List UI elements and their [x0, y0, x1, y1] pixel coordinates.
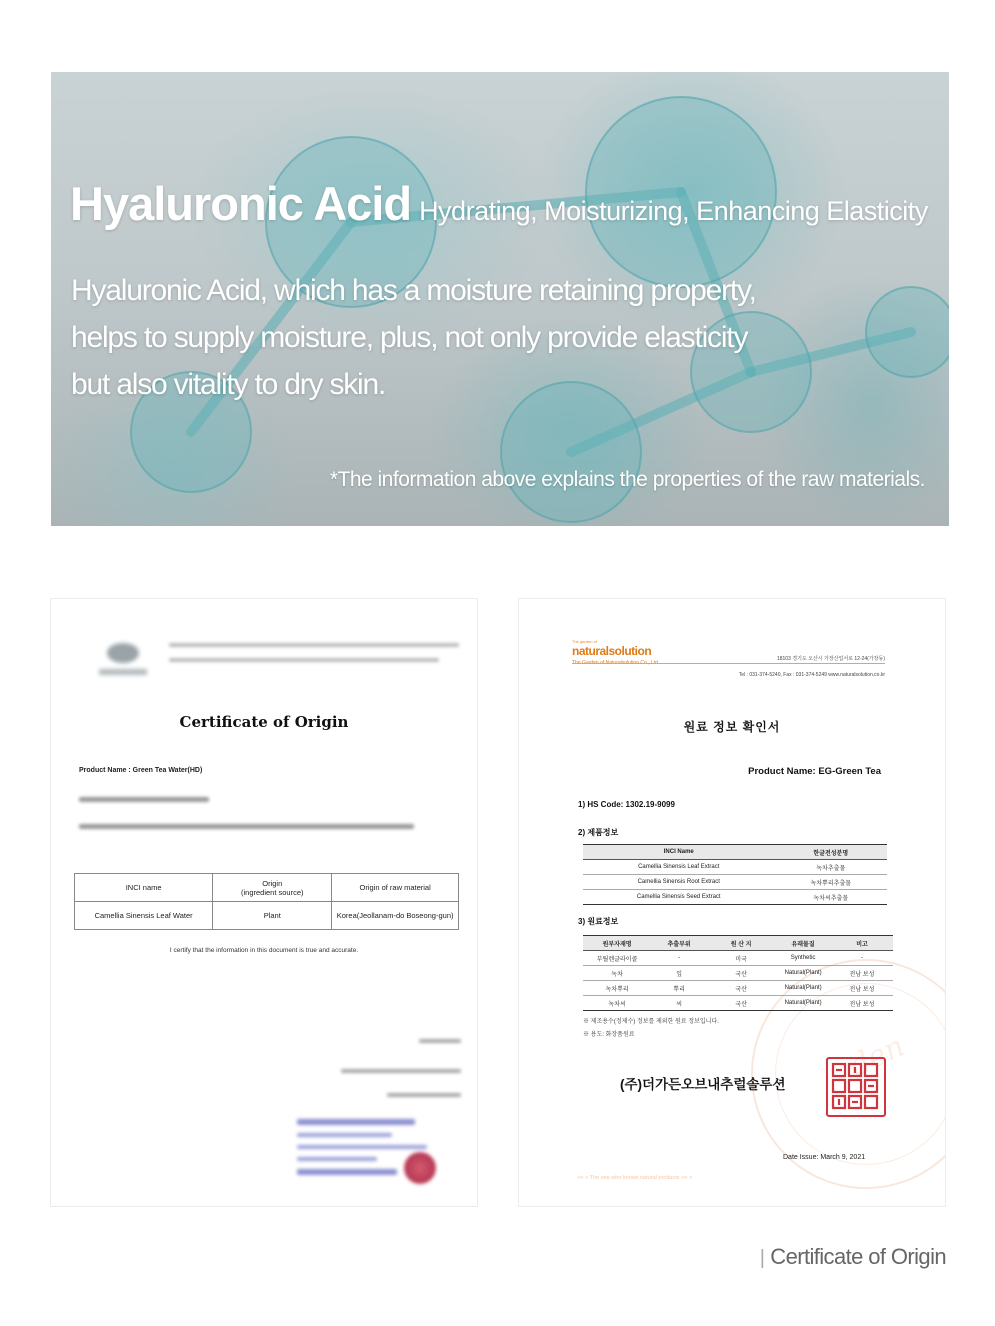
table-header: Origin of raw material — [332, 874, 459, 902]
table-cell: 국산 — [707, 996, 775, 1011]
table-cell: Camellia Sinensis Root Extract — [583, 875, 775, 890]
company-address: 18103 경기도 오산시 가장산업서로 12-24(가장동) — [776, 656, 885, 662]
table-cell: 녹차뿌리추출물 — [775, 875, 887, 890]
table-cell: 부틸렌글라이콜 — [583, 951, 651, 966]
table-header-row — [75, 874, 459, 902]
blurred-address-line — [79, 824, 414, 829]
letterhead-blurred — [169, 643, 459, 673]
table-row — [75, 902, 459, 930]
brand-name: naturalsolution — [572, 644, 652, 658]
table-cell: 전남 보성 — [831, 966, 893, 981]
product-name: Product Name : Green Tea Water(HD) — [79, 767, 203, 774]
blurred-manufacturer-line — [79, 797, 209, 802]
table-header: INCI Name — [583, 845, 775, 860]
table-header-row — [583, 936, 893, 951]
hero-description-line: but also vitality to dry skin. — [71, 368, 386, 401]
table-header: 원부자재명 — [583, 936, 651, 951]
table-row — [583, 981, 893, 996]
hero-description — [71, 267, 851, 408]
brand-logo — [572, 639, 658, 666]
table-cell: Natural(Plant) — [775, 966, 831, 981]
table-cell: 잎 — [651, 966, 707, 981]
header-divider — [572, 663, 885, 664]
hero-description-line: Hyaluronic Acid, which has a moisture retaining property, — [71, 274, 756, 307]
table-cell: 녹차씨 — [583, 996, 651, 1011]
document-title: 원료 정보 확인서 — [683, 720, 781, 734]
table-cell: - — [831, 951, 893, 966]
section-caption — [760, 1244, 946, 1270]
table-row — [583, 951, 893, 966]
company-logo — [93, 639, 153, 681]
product-name: Product Name: EG-Green Tea — [748, 766, 881, 777]
table-header-row — [583, 845, 887, 860]
table-cell: Camellia Sinensis Leaf Extract — [583, 860, 775, 875]
hero-disclaimer: *The information above explains the properties of the raw materials. — [329, 468, 925, 491]
table-cell: 씨 — [651, 996, 707, 1011]
caption-separator: | — [759, 1247, 765, 1269]
table-row — [583, 875, 887, 890]
note-usage: ※ 용도: 화장품원료 — [583, 1032, 635, 1038]
company-address-block — [739, 651, 885, 683]
date-issue: Date Issue: March 9, 2021 — [783, 1154, 866, 1161]
certificate-title: Certificate of Origin — [179, 713, 349, 731]
origin-table — [74, 873, 459, 930]
hero-subtitle: Hydrating, Moisturizing, Enhancing Elasticity — [419, 196, 928, 226]
table-header: 한글전성분명 — [775, 845, 887, 860]
note-water-excluded: ※ 제조용수(정제수) 정보를 제외한 원료 정보입니다. — [583, 1019, 719, 1025]
table-cell: 녹차씨추출물 — [775, 890, 887, 905]
table-row — [583, 890, 887, 905]
caption-text: Certificate of Origin — [770, 1244, 946, 1269]
table-cell: Camellia Sinensis Seed Extract — [583, 890, 775, 905]
table-cell: - — [651, 951, 707, 966]
table-cell: 녹차뿌리 — [583, 981, 651, 996]
company-seal-stamp — [826, 1057, 886, 1117]
table-row — [583, 860, 887, 875]
table-cell: Natural(Plant) — [775, 981, 831, 996]
section-product-info: 2) 제품정보 — [578, 828, 619, 837]
hero-description-line: helps to supply moisture, plus, not only provide elasticity — [71, 321, 748, 354]
seal-pattern-icon — [828, 1059, 883, 1114]
hero-title: Hyaluronic Acid — [70, 177, 412, 230]
raw-material-table — [583, 935, 893, 1011]
table-cell: Camellia Sinensis Leaf Water — [75, 902, 213, 930]
table-cell: 전남 보성 — [831, 981, 893, 996]
brand-tagline: The garden of — [572, 639, 597, 644]
table-cell: Plant — [213, 902, 332, 930]
certificate-of-origin-document — [50, 598, 478, 1207]
section-raw-material-info: 3) 원료정보 — [578, 917, 619, 926]
inci-table — [583, 844, 887, 905]
table-cell: 미국 — [707, 951, 775, 966]
watermark-text: den — [844, 1028, 911, 1085]
table-cell: Korea(Jeollanam-do Boseong-gun) — [332, 902, 459, 930]
company-name: (주)더가든오브내추럴솔루션 — [620, 1077, 786, 1092]
table-header: Origin (ingredient source) — [213, 874, 332, 902]
table-cell: 녹차추출물 — [775, 860, 887, 875]
raw-material-info-document — [518, 598, 946, 1207]
company-contact: Tel : 031-374-5240, Fax : 031-374-5249 www.naturalsolution.co.kr — [738, 672, 885, 678]
table-cell: Natural(Plant) — [775, 996, 831, 1011]
certify-statement: I certify that the information in this document is true and accurate. — [169, 947, 359, 954]
hs-code: 1) HS Code: 1302.19-9099 — [578, 800, 675, 809]
table-row — [583, 966, 893, 981]
hero-banner — [51, 72, 949, 526]
table-cell: 국산 — [707, 981, 775, 996]
table-cell: Synthetic — [775, 951, 831, 966]
table-cell: 국산 — [707, 966, 775, 981]
hero-title-row — [70, 176, 928, 231]
table-header: 원 산 지 — [707, 936, 775, 951]
footer-tagline: >> > The one who knows natural products >> > — [577, 1175, 693, 1181]
blurred-signature-lines — [291, 1039, 461, 1097]
table-header: INCI name — [75, 874, 213, 902]
table-header: 비고 — [831, 936, 893, 951]
table-header: 추출부위 — [651, 936, 707, 951]
table-header: 유래물질 — [775, 936, 831, 951]
red-seal-stamp — [403, 1151, 437, 1185]
table-cell: 녹차 — [583, 966, 651, 981]
table-cell: 전남 보성 — [831, 996, 893, 1011]
table-row — [583, 996, 893, 1011]
table-cell: 뿌리 — [651, 981, 707, 996]
